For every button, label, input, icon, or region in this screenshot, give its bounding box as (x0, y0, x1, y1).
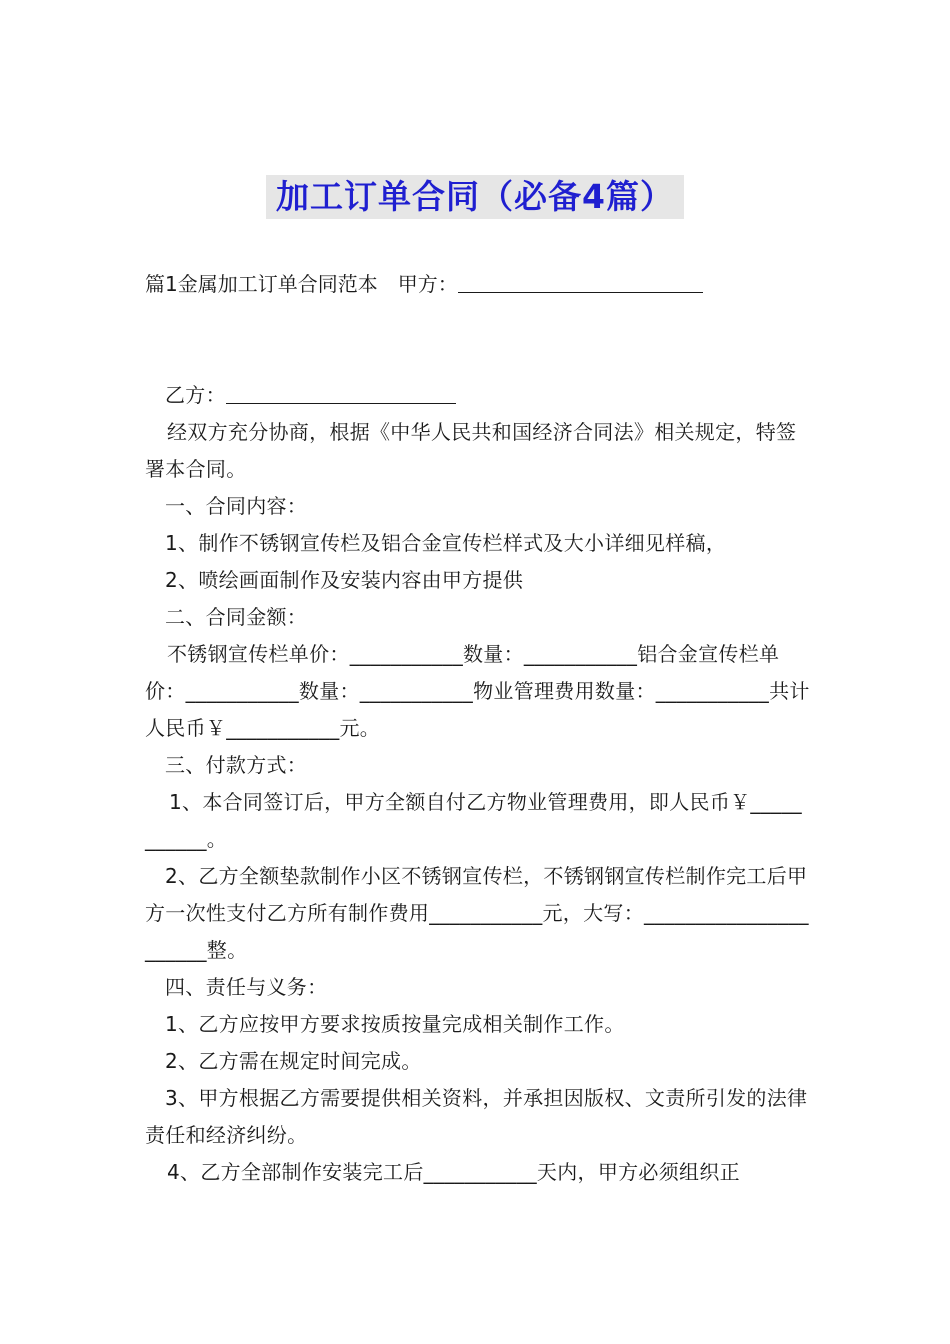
paragraph-1-2: 2、喷绘画面制作及安装内容由甲方提供 (165, 568, 524, 592)
party-a-blank (458, 270, 703, 293)
party-b-label: 乙方： (165, 383, 226, 407)
paragraph-amounts: 不锈钢宣传栏单价：___________数量：___________铝合金宣传栏单价：___________数量：___________物业管理费用数量：___________共计人民币￥___________元。 (145, 642, 810, 740)
paragraph-intro: 经双方充分协商，根据《中华人民共和国经济合同法》相关规定，特签署本合同。 (145, 420, 797, 481)
paragraph-4-4: 4、乙方全部制作安装完工后___________天内，甲方必须组织正 (167, 1160, 740, 1184)
document-title: 加工订单合同（必备4篇） (266, 175, 684, 219)
title-container (0, 175, 950, 219)
first-line (145, 266, 810, 303)
paragraph-4-2: 2、乙方需在规定时间完成。 (165, 1049, 422, 1073)
party-b-blank (226, 381, 456, 404)
paragraph-3-2: 2、乙方全额垫款制作小区不锈钢宣传栏，不锈钢钢宣传栏制作完工后甲方一次性支付乙方所有制作费用___________元，大写：______________________整。 (145, 864, 809, 962)
paragraph-3-1: 1、本合同签订后，甲方全额自付乙方物业管理费用，即人民币￥___________。 (145, 790, 802, 851)
section-heading-4: 四、责任与义务： (165, 975, 328, 999)
party-b-line (145, 377, 810, 414)
contract-body (145, 414, 810, 1191)
first-line-text: 篇1金属加工订单合同范本 甲方： (145, 272, 458, 296)
paragraph-4-3: 3、甲方根据乙方需要提供相关资料，并承担因版权、文责所引发的法律责任和经济纠纷。 (145, 1086, 808, 1147)
section-heading-3: 三、付款方式： (165, 753, 308, 777)
paragraph-1-1: 1、制作不锈钢宣传栏及铝合金宣传栏样式及大小详细见样稿， (165, 531, 727, 555)
section-heading-2: 二、合同金额： (165, 605, 308, 629)
paragraph-4-1: 1、乙方应按甲方要求按质按量完成相关制作工作。 (165, 1012, 625, 1036)
section-heading-1: 一、合同内容： (165, 494, 308, 518)
